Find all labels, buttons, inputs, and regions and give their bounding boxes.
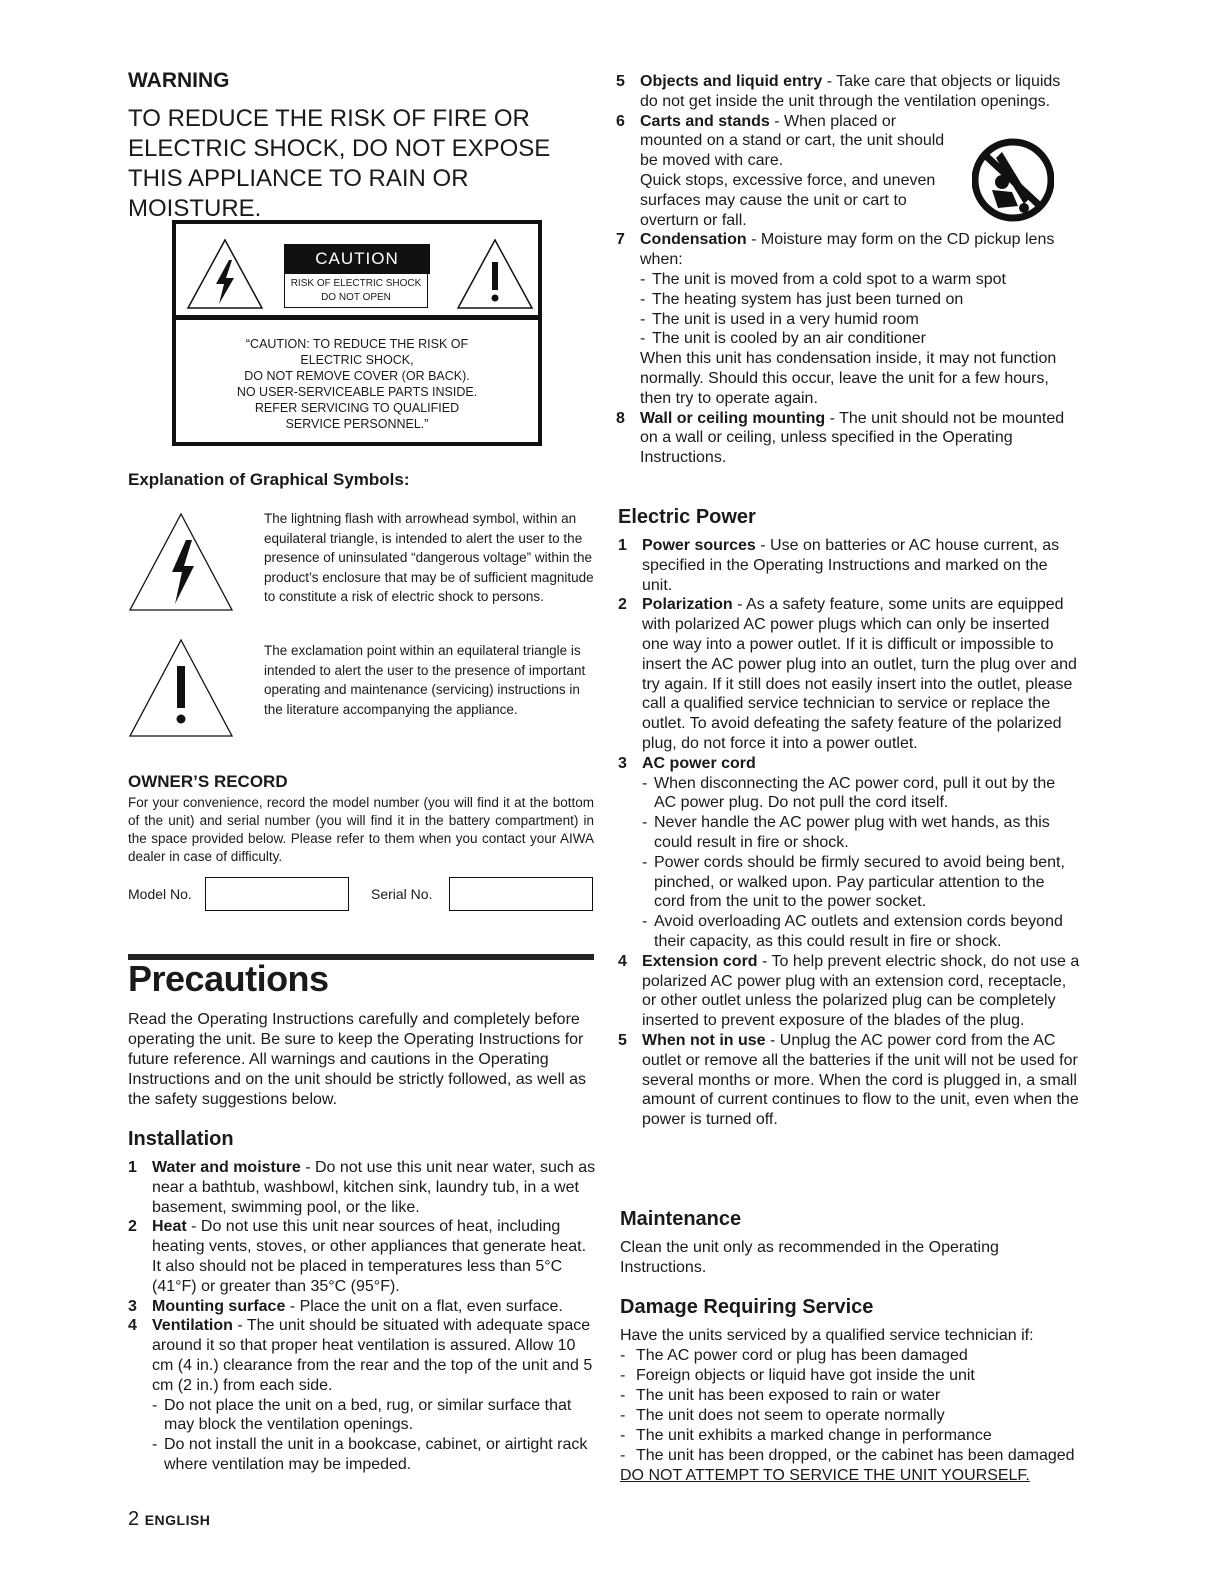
- list-item: 1 Water and moisture - Do not use this unit near water, such as near a bathtub, washbowl, kitchen sink, laundry tub, in a wet basement, swimming pool, or the like.: [128, 1159, 596, 1216]
- exclamation-triangle-icon: [128, 638, 234, 738]
- maintenance-title: Maintenance: [620, 1208, 742, 1230]
- list-item: 4 Ventilation - The unit should be situated with adequate space around it so that proper heat ventilation is assured. Allow 10 cm (4 in.) clearance from the rear and the top of the unit and 5 cm (2 in.) from each side. - Do not place the unit on a bed, rug, or similar surface that may block the ventilation openings. - Do not install the unit in a bookcase, cabinet, or airtight rack where ventilation may be impeded.: [128, 1316, 596, 1474]
- right-items-list: [616, 72, 1078, 468]
- owners-record-title: OWNER’S RECORD: [128, 772, 288, 791]
- list-item: - The unit has been exposed to rain or water: [620, 1386, 1082, 1406]
- serial-label: Serial No.: [371, 886, 433, 902]
- list-item: - The unit does not seem to operate normally: [620, 1406, 1082, 1426]
- installation-title: Installation: [128, 1128, 234, 1150]
- page-number: 2: [128, 1508, 140, 1530]
- serial-number-field[interactable]: [449, 877, 593, 911]
- symbols-title: Explanation of Graphical Symbols:: [128, 470, 410, 489]
- page-footer: [128, 1508, 210, 1531]
- caution-label: CAUTION: [284, 244, 430, 274]
- exclamation-explanation: The exclamation point within an equilateral triangle is intended to alert the user to the presence of important operating and maintenance (servicing) instructions in the literature accompanying the appliance.: [264, 643, 586, 717]
- lightning-warning-icon: [186, 238, 264, 310]
- caution-subtext: RISK OF ELECTRIC SHOCK DO NOT OPEN: [284, 274, 428, 308]
- list-item: 4 Extension cord - To help prevent electric shock, do not use a polarized AC power plug with an extension cord, receptacle, or other outlet unless the polarized plug can be completely inserted to prevent exposure of the blades of the plug.: [618, 952, 1080, 1030]
- electric-power-list: [618, 536, 1080, 1130]
- caution-box: [172, 220, 542, 446]
- list-item: 8 Wall or ceiling mounting - The unit should not be mounted on a wall or ceiling, unless specified in the Operating Instructions.: [616, 409, 1065, 467]
- model-number-field[interactable]: [205, 877, 349, 911]
- owners-record-text: For your convenience, record the model number (you will find it at the bottom of the unit) and serial number (you will find it in the battery compartment) in the space provided below. Please refer to them when you contact your AIWA dealer in case of difficulty.: [128, 795, 594, 864]
- list-item: 5 When not in use - Unplug the AC power cord from the AC outlet or remove all the batteries if the unit will not be used for several months or more. When the cord is plugged in, a small amount of current continues to flow to the unit, even when the power is turned off.: [618, 1031, 1079, 1129]
- list-item: 2 Polarization - As a safety feature, some units are equipped with polarized AC power plugs which can only be inserted one way into a power outlet. If it is difficult or impossible to insert the AC power plug into an outlet, turn the plug over and try again. If it still does not easily insert into the outlet, please call a qualified service technician to service or replace the outlet. To avoid defeating the safety feature of the polarized plug, do not force it into a power outlet.: [618, 596, 1077, 752]
- damage-section: Have the units serviced by a qualified service technician if: - The AC power cord or plug has been damaged - Foreign objects or liquid have got inside the unit - The unit has been exposed to rain or water - The unit does not seem to operate normally - The unit exhibits a marked change in performance - The unit has been dropped, or the cabinet has been damaged DO NOT ATTEMPT TO SERVICE THE UNIT YOURSELF.: [620, 1326, 1082, 1486]
- list-item: 5 Objects and liquid entry - Take care that objects or liquids do not get inside the unit through the ventilation openings.: [616, 73, 1061, 110]
- list-item: 7 Condensation - Moisture may form on the CD pickup lens when: - The unit is moved from a cold spot to a warm spot - The heating system has just been turned on - The unit is used in a very humid room - The unit is cooled by an air conditioner When this unit has condensation inside, it may not function normally. Should this occur, leave the unit for a few hours, then try to operate again.: [616, 230, 1078, 408]
- cart-tipover-warning-icon: [972, 134, 1054, 226]
- maintenance-text: Clean the unit only as recommended in the Operating Instructions.: [620, 1239, 999, 1276]
- service-warning: DO NOT ATTEMPT TO SERVICE THE UNIT YOURSELF.: [620, 1467, 1030, 1484]
- list-item: - Foreign objects or liquid have got inside the unit: [620, 1366, 1082, 1386]
- precautions-intro: Read the Operating Instructions carefully and completely before operating the unit. Be sure to keep the Operating Instructions for future reference. All warnings and cautions in the Operating Instructions and on the unit should be strictly followed, as well as the safety suggestions below.: [128, 1011, 587, 1108]
- warning-title: WARNING: [128, 69, 230, 92]
- list-item: - The AC power cord or plug has been damaged: [620, 1346, 1082, 1366]
- electric-power-title: Electric Power: [618, 506, 756, 528]
- precautions-title: Precautions: [128, 958, 329, 999]
- damage-title: Damage Requiring Service: [620, 1296, 874, 1318]
- list-item: 3 Mounting surface - Place the unit on a flat, even surface.: [128, 1297, 563, 1315]
- lightning-explanation: The lightning flash with arrowhead symbol, within an equilateral triangle, is intended to alert the user to the presence of uninsulated “dangerous voltage” within the product’s enclosure that may be of sufficient magnitude to constitute a risk of electric shock to persons.: [264, 511, 594, 604]
- list-item: 2 Heat - Do not use this unit near sources of heat, including heating vents, stoves, or other appliances that generate heat. It also should not be placed in temperatures less than 5°C (41°F) or greater than 35°C (95°F).: [128, 1218, 587, 1295]
- lightning-triangle-icon: [128, 512, 234, 612]
- language-label: ENGLISH: [144, 1512, 211, 1528]
- list-item: 6 Carts and stands - When placed or mounted on a stand or cart, the unit should be moved with care. Quick stops, excessive force, and uneven surfaces may cause the unit or cart to overturn or fall.: [616, 112, 945, 229]
- installation-list: [128, 1158, 596, 1475]
- exclamation-warning-icon: [456, 238, 534, 310]
- model-label: Model No.: [128, 886, 192, 902]
- caution-text: “CAUTION: TO REDUCE THE RISK OF ELECTRIC SHOCK, DO NOT REMOVE COVER (OR BACK). NO USER-SERVICEABLE PARTS INSIDE. REFER SERVICING TO QUALIFIED SERVICE PERSONNEL.”: [236, 337, 478, 431]
- list-item: - The unit has been dropped, or the cabinet has been damaged: [620, 1446, 1082, 1466]
- warning-body: TO REDUCE THE RISK OF FIRE OR ELECTRIC SHOCK, DO NOT EXPOSE THIS APPLIANCE TO RAIN OR MOISTURE.: [128, 105, 551, 222]
- list-item: 3 AC power cord - When disconnecting the AC power cord, pull it out by the AC power plug. Do not pull the cord itself. - Never handle the AC power plug with wet hands, as this could result in fire or shock. - Power cords should be firmly secured to avoid being bent, pinched, or walked upon. Pay particular attention to the cord from the unit to the power socket. - Avoid overloading AC outlets and extension cords beyond their capacity, as this could result in fire or shock.: [618, 754, 1080, 952]
- list-item: 1 Power sources - Use on batteries or AC house current, as specified in the Operating Instructions and marked on the unit.: [618, 537, 1060, 594]
- list-item: - The unit exhibits a marked change in performance: [620, 1426, 1082, 1446]
